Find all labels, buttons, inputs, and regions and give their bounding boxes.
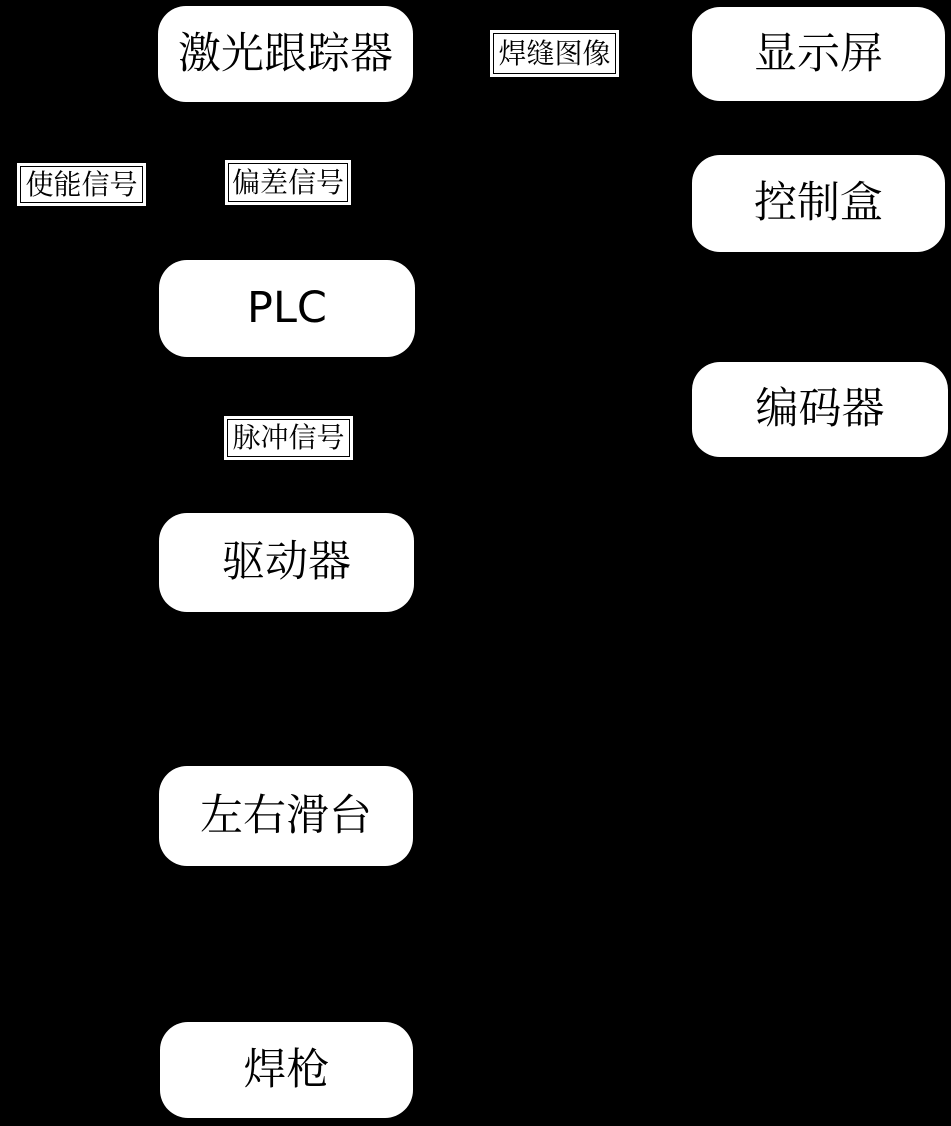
node-slide-table: 左右滑台 (159, 766, 413, 866)
signal-label-weld-seam-image: 焊缝图像 (493, 33, 616, 74)
node-laser-tracker: 激光跟踪器 (158, 6, 413, 102)
node-welding-gun: 焊枪 (160, 1022, 413, 1118)
signal-label-pulse-signal: 脉冲信号 (227, 419, 350, 457)
node-driver: 驱动器 (159, 513, 414, 612)
signal-label-enable-signal: 使能信号 (20, 166, 143, 203)
node-plc: PLC (159, 260, 415, 357)
node-display-screen: 显示屏 (692, 7, 945, 101)
node-encoder: 编码器 (692, 362, 948, 457)
node-control-box: 控制盒 (692, 155, 945, 252)
signal-label-deviation-signal: 偏差信号 (228, 163, 348, 202)
